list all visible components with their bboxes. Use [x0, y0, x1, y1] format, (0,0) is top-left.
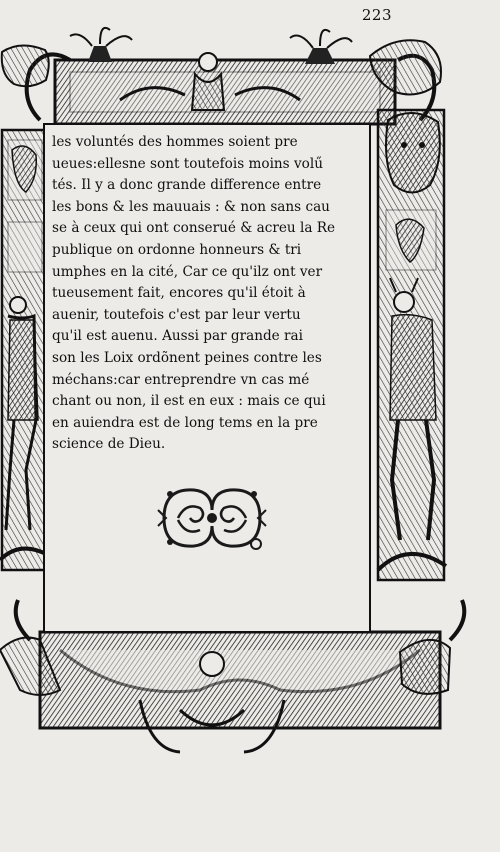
top-border-band	[2, 28, 441, 124]
text-line: les voluntés des hommes soient pre	[52, 134, 298, 150]
body-text	[52, 132, 374, 456]
text-line: se à ceux qui ont conserué & acreu la Re	[52, 220, 336, 237]
text-line: en auiendra est de long tems en la pre	[52, 414, 318, 431]
text-line: publique on ordonne honneurs & tri	[52, 241, 302, 258]
text-line: science de Dieu.	[52, 436, 166, 453]
text-line: ueues:ellesne sont toutefois moins volű	[52, 155, 323, 172]
text-line: tés. Il y a donc grande difference entre	[52, 177, 322, 194]
text-line: umphes en la cité, Car ce qu'ilz ont ver	[52, 263, 323, 280]
left-border-column	[0, 130, 48, 570]
text-line: auenir, toutefois c'est par leur vertu	[52, 306, 301, 323]
text-line: tueusement fait, encores qu'il étoit à	[52, 285, 306, 302]
text-line: les bons & les mauuais : & non sans cau	[52, 198, 330, 215]
fleuron-ornament	[156, 480, 268, 556]
page-number: 223	[361, 6, 392, 24]
right-border-column	[378, 110, 446, 580]
text-line: méchans:car entreprendre vn cas mé	[52, 371, 310, 388]
text-line: chant ou non, il est en eux : mais ce qui	[52, 393, 326, 410]
text-line: son les Loix ordõnent peines contre les	[52, 349, 322, 366]
text-line: qu'il est auenu. Aussi par grande rai	[52, 328, 303, 345]
